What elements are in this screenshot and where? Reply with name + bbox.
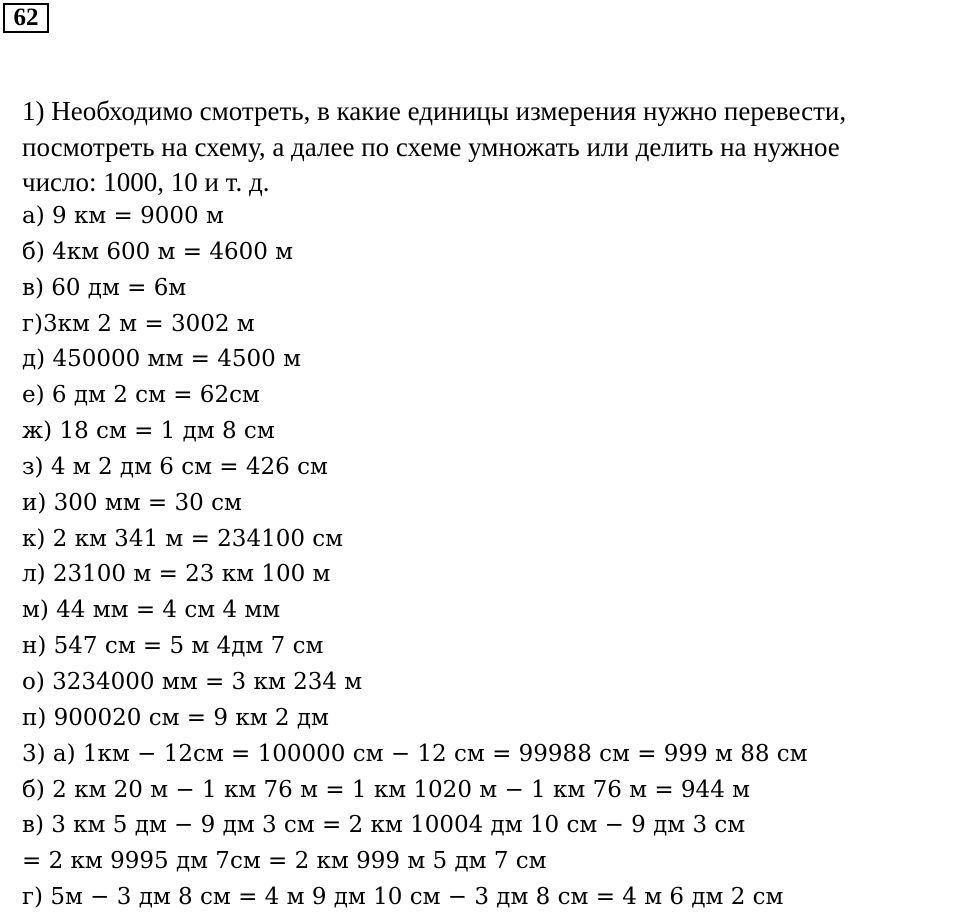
answer-line: о) 3234000 мм = 3 км 234 м xyxy=(22,668,363,695)
answer-line: д) 450000 мм = 4500 м xyxy=(22,346,301,373)
answer-line: а) 9 км = 9000 м xyxy=(22,203,224,229)
answer-line: н) 547 см = 5 м 4дм 7 см xyxy=(22,633,324,660)
answer-line: е) 6 дм 2 см = 62см xyxy=(22,382,260,409)
intro-line: 1) Необходимо смотреть, в какие единицы измерения нужно перевести, xyxy=(22,96,847,126)
answer-line: 3) а) 1км − 12см = 100000 см − 12 см = 99988 см = 999 м 88 см xyxy=(22,740,808,767)
answer-line: и) 300 мм = 30 см xyxy=(22,489,242,516)
answer-list xyxy=(22,199,958,916)
answer-line: м) 44 мм = 4 см 4 мм xyxy=(22,597,281,624)
answer-line: п) 900020 см = 9 км 2 дм xyxy=(22,704,329,731)
answer-line: в) 3 км 5 дм − 9 дм 3 см = 2 км 10004 дм 10 см − 9 дм 3 см xyxy=(22,812,746,839)
answer-line: г) 5м − 3 дм 8 см = 4 м 9 дм 10 см − 3 дм 8 см = 4 м 6 дм 2 см xyxy=(22,884,784,911)
answer-line: г)3км 2 м = 3002 м xyxy=(22,310,255,337)
answer-line: б) 4км 600 м = 4600 м xyxy=(22,238,294,265)
answer-line: к) 2 км 341 м = 234100 см xyxy=(22,525,344,552)
answer-line: ж) 18 см = 1 дм 8 см xyxy=(22,418,275,445)
answer-line: в) 60 дм = 6м xyxy=(22,274,187,301)
intro-line: посмотреть на схему, а далее по схеме умножать или делить на нужное xyxy=(22,131,840,162)
task-number-box: 62 xyxy=(3,3,49,33)
answer-line: б) 2 км 20 м − 1 км 76 м = 1 км 1020 м − 1 км 76 м = 944 м xyxy=(22,776,751,803)
answer-line: л) 23100 м = 23 км 100 м xyxy=(22,561,331,588)
intro-line: число: 1000, 10 и т. д. xyxy=(22,167,270,197)
intro-paragraph xyxy=(22,94,958,201)
answer-line: з) 4 м 2 дм 6 см = 426 см xyxy=(22,453,328,480)
answer-line: = 2 км 9995 дм 7см = 2 км 999 м 5 дм 7 см xyxy=(22,848,547,875)
